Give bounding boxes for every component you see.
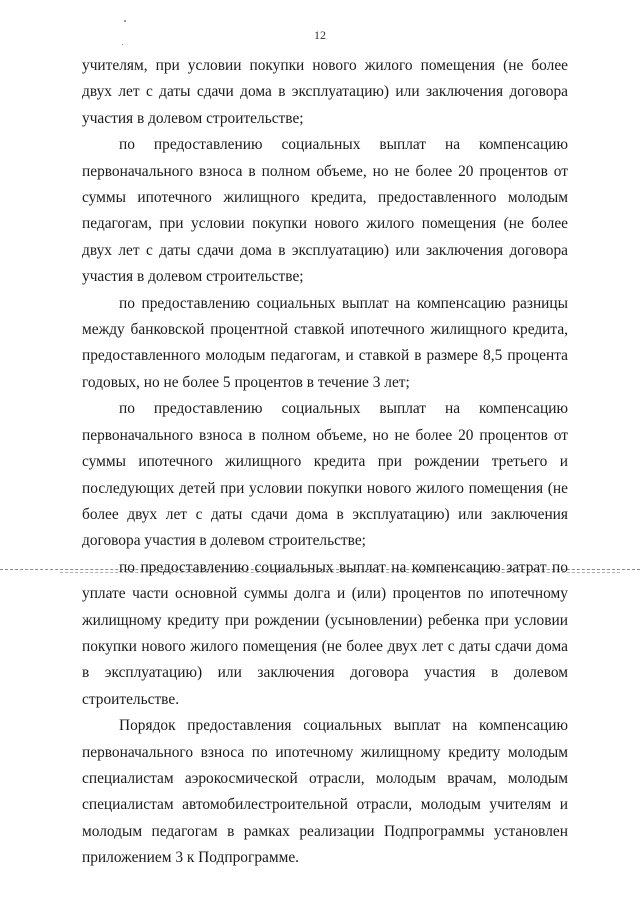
paragraph-list-item: по предоставлению социальных выплат на компенсацию разницы между банковской процентной ставкой ипотечного жилищного кредита, предоставленного молодым педагогам, и ставкой в размере 8,5 процента годовых, но не более 5 процентов в течение 3 лет; bbox=[82, 294, 568, 391]
paragraph-procedure: Порядок предоставления социальных выплат на компенсацию первоначального взноса по ипотечному жилищному кредиту молодым специалистам аэрокосмической отрасли, молодым врачам, молодым специалистам автомобилестроительной отрасли, молодым учителям и молодым педагогам в рамках реализации Подпрограммы установлен приложением 3 к Подпрограмме. bbox=[82, 717, 568, 867]
paragraph-list-item: по предоставлению социальных выплат на компенсацию затрат по уплате части основной суммы долга и (или) процентов по ипотечному жилищному кредиту при рождении (усыновлении) ребенка при условии покупки нового жилого помещения (не более двух лет с даты сдачи дома в эксплуатацию) или заключения договора участия в долевом строительстве. bbox=[82, 558, 568, 708]
paragraph-list-item: по предоставлению социальных выплат на компенсацию первоначального взноса в полном объеме, но не более 20 процентов от суммы ипотечного жилищного кредита, предоставленного молодым педагогам, при условии покупки нового жилого помещения (не более двух лет с даты сдачи дома в эксплуатацию) или заключения договора участия в долевом строительстве; bbox=[82, 136, 568, 286]
page-number: 12 bbox=[314, 28, 326, 42]
scan-speck bbox=[124, 20, 126, 22]
document-body bbox=[82, 53, 568, 872]
scan-speck bbox=[122, 44, 123, 45]
paragraph-list-item: по предоставлению социальных выплат на компенсацию первоначального взноса в полном объеме, но не более 20 процентов от суммы ипотечного жилищного кредита при рождении третьего и последующих детей при условии покупки нового жилого помещения (не более двух лет с даты сдачи дома в эксплуатацию) или заключения договора участия в долевом строительстве; bbox=[82, 400, 568, 550]
paragraph-continuation: учителям, при условии покупки нового жилого помещения (не более двух лет с даты сдачи дома в эксплуатацию) или заключения договора участия в долевом строительстве; bbox=[82, 57, 568, 127]
